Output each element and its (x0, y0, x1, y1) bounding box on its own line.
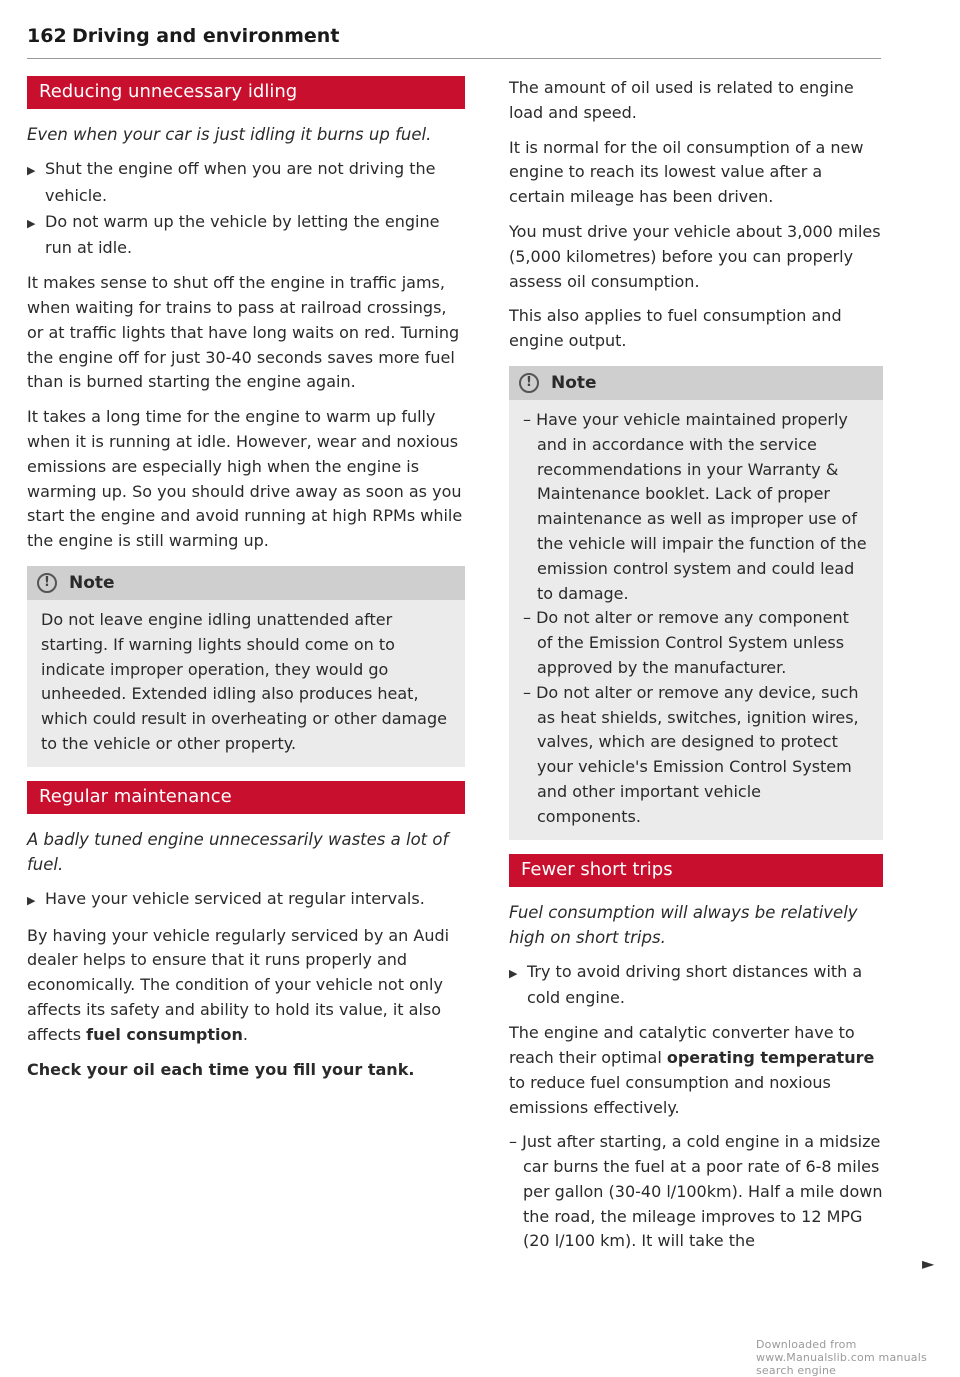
note-body (509, 400, 883, 840)
maintenance-bullet-list (27, 887, 465, 914)
list-item (27, 887, 465, 914)
page-header (27, 22, 881, 59)
dash-item-text: Do not alter or remove any device, such as heat shields, switches, ignition wires, valves, which are designed to protect your vehicle's Emission Control System and other important vehicle components. (536, 682, 859, 826)
list-item: – Just after starting, a cold engine in a midsize car burns the fuel at a poor rate of 6-8 miles per gallon (30-40 l/100km). Half a mile down the road, the mileage improves to 12 MPG (20 l/100 km). It will take the (509, 1132, 883, 1251)
heading-regular-maintenance: Regular maintenance (27, 781, 465, 814)
triangle-bullet-icon: ▶ (27, 216, 36, 230)
note-box-maintenance (509, 366, 883, 840)
exclamation-icon: ! (37, 573, 57, 593)
text-run: . (242, 1024, 248, 1044)
left-column (27, 76, 465, 1092)
list-item: – Do not alter or remove any device, such as heat shields, switches, ignition wires, valves, which are designed to protect your vehicle's Emission Control System and other important vehicle components. (523, 682, 859, 826)
intro-maintenance: A badly tuned engine unnecessarily wastes a lot of fuel. (27, 829, 449, 874)
bold-term: operating temperature (666, 1047, 875, 1067)
list-item: – Have your vehicle maintained properly and in accordance with the service recommendations in your Warranty & Maintenance booklet. Lack of proper maintenance as well as improper use of the vehicle will impair the function of the emission control system and could lead to damage. (523, 409, 867, 603)
bullet-text: Try to avoid driving short distances with a cold engine. (527, 961, 863, 1008)
paragraph: It makes sense to shut off the engine in traffic jams, when waiting for trains to pass at railroad crossings, or at traffic lights that have long waits on red. Turning the engine off for just 30-40 seconds saves more fuel than is burned starting the engine again. (27, 273, 460, 392)
idling-bullet-list (27, 157, 465, 261)
bullet-text: Do not warm up the vehicle by letting the engine run at idle. (45, 211, 440, 258)
watermark: Downloaded from www.Manualslib.com manuals search engine (756, 1338, 927, 1377)
bold-term: fuel consumption (86, 1024, 243, 1044)
heading-fewer-short-trips: Fewer short trips (509, 854, 883, 887)
note-dash-list (523, 408, 869, 830)
bullet-text: Have your vehicle serviced at regular intervals. (45, 888, 425, 908)
intro-short-trips: Fuel consumption will always be relatively high on short trips. (509, 902, 858, 947)
list-item (509, 960, 883, 1012)
right-column (509, 76, 883, 1254)
note-header (509, 366, 883, 400)
heading-reducing-idling: Reducing unnecessary idling (27, 76, 465, 109)
text-run: By having your vehicle regularly serviced by an Audi dealer helps to ensure that it runs properly and economically. The condition of your vehicle not only affects its safety and ability to hold its value, it also affects (27, 925, 450, 1044)
dash-item-text: Have your vehicle maintained properly and in accordance with the service recommendations in your Warranty & Maintenance booklet. Lack of proper maintenance as well as improper use of the vehicle will impair the function of the emission control system and could lead to damage. (536, 409, 867, 603)
paragraph (509, 1021, 883, 1120)
paragraph: It is normal for the oil consumption of a new engine to reach its lowest value after a certain mileage has been driven. (509, 137, 864, 207)
triangle-bullet-icon: ▶ (27, 893, 36, 907)
paragraph: It takes a long time for the engine to warm up fully when it is running at idle. However, wear and noxious emissions are especially high when the engine is warming up. So you should drive away as soon as you start the engine and avoid running at high RPMs while the engine is still warming up. (27, 407, 463, 551)
page-number: 162 (27, 25, 67, 47)
continue-arrow-icon: ► (922, 1254, 935, 1273)
paragraph: You must drive your vehicle about 3,000 miles (5,000 kilometres) before you can properly assess oil consumption. (509, 221, 881, 291)
exclamation-icon: ! (519, 373, 539, 393)
triangle-bullet-icon: ▶ (27, 164, 36, 177)
note-label: Note (69, 572, 115, 593)
paragraph: The amount of oil used is related to engine load and speed. (509, 78, 854, 122)
paragraph (27, 924, 465, 1048)
note-label: Note (551, 372, 597, 393)
dash-item-text: Just after starting, a cold engine in a midsize car burns the fuel at a poor rate of 6-8 miles per gallon (30-40 l/100km). Half a mile down the road, the mileage improves to 12 MPG (20 l/100 km). It will take the (522, 1132, 883, 1251)
text-run: The engine and catalytic converter have to reach their optimal (509, 1023, 855, 1067)
list-item: – Do not alter or remove any component of the Emission Control System unless approved by the manufacturer. (523, 608, 849, 677)
list-item (27, 157, 465, 209)
intro-idling: Even when your car is just idling it burns up fuel. (27, 125, 432, 144)
short-trips-bullet-list (509, 960, 883, 1012)
note-box-idling (27, 566, 465, 767)
section-title: Driving and environment (72, 25, 340, 47)
list-item (27, 210, 465, 262)
dash-item-text: Do not alter or remove any component of the Emission Control System unless approved by the manufacturer. (536, 608, 849, 677)
note-header (27, 566, 465, 600)
short-trips-dash-list (509, 1130, 883, 1254)
triangle-bullet-icon: ▶ (509, 966, 518, 980)
text-run: to reduce fuel consumption and noxious emissions effectively. (509, 1072, 831, 1117)
check-oil-heading: Check your oil each time you fill your tank. (27, 1059, 415, 1079)
note-body: Do not leave engine idling unattended after starting. If warning lights should come on to indicate improper operation, they would go unheeded. Extended idling also produces heat, which could result in overheating or other damage to the vehicle or other property. (41, 609, 447, 753)
paragraph: This also applies to fuel consumption and engine output. (509, 306, 842, 351)
bullet-text: Shut the engine off when you are not driving the vehicle. (45, 159, 436, 205)
